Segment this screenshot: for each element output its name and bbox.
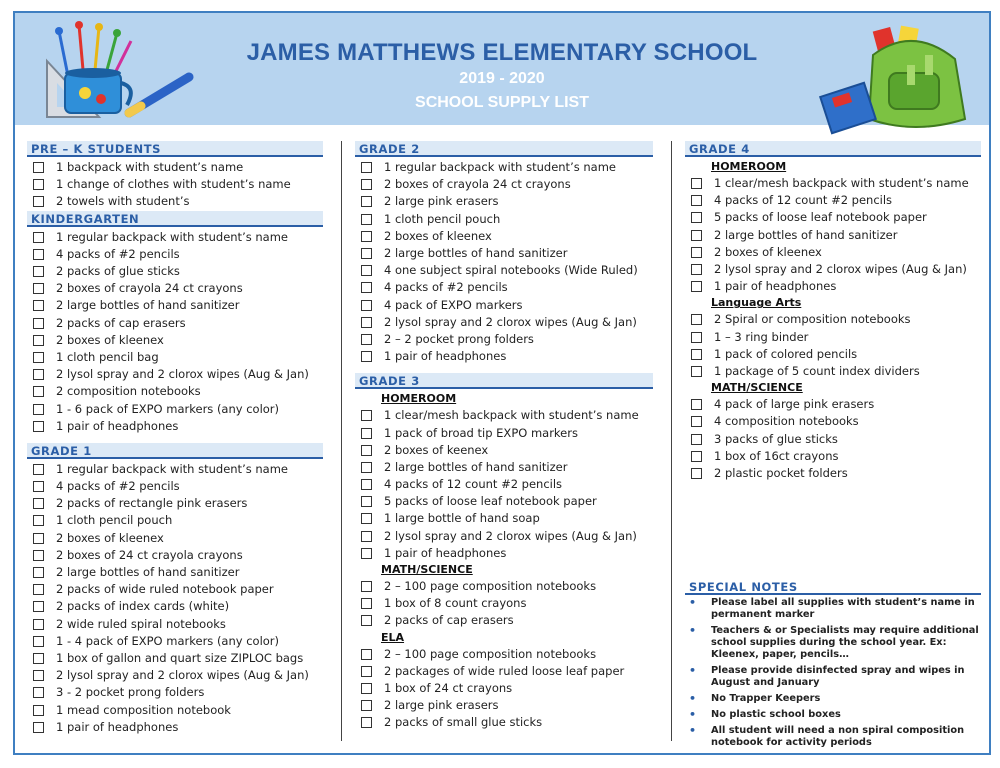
checkbox[interactable]	[361, 196, 372, 207]
supply-list-item	[27, 315, 323, 332]
supply-list-item	[355, 646, 653, 663]
checkbox[interactable]	[361, 615, 372, 626]
grade3-homeroom-list	[355, 407, 653, 562]
checkbox[interactable]	[33, 196, 44, 207]
supply-list-item	[27, 581, 323, 598]
supply-list-item	[685, 175, 981, 192]
checkbox[interactable]	[33, 335, 44, 346]
supply-item-label: 2 packs of cap erasers	[384, 613, 514, 628]
supply-list-item	[27, 684, 323, 701]
supply-list-item	[27, 547, 323, 564]
supply-list-page	[13, 11, 991, 755]
supply-list-item	[27, 667, 323, 684]
checkbox[interactable]	[33, 722, 44, 733]
checkbox[interactable]	[361, 445, 372, 456]
bullet-icon: •	[689, 596, 697, 609]
checkbox[interactable]	[33, 386, 44, 397]
supply-list-item	[355, 510, 653, 527]
supply-list-item	[685, 465, 981, 482]
checkbox[interactable]	[33, 369, 44, 380]
checkbox[interactable]	[33, 464, 44, 475]
supply-list-item	[355, 297, 653, 314]
supply-list-item	[27, 598, 323, 615]
supply-item-label: 4 composition notebooks	[714, 414, 859, 429]
checkbox[interactable]	[361, 334, 372, 345]
supply-list-item	[355, 476, 653, 493]
supply-item-label: 4 packs of 12 count #2 pencils	[384, 477, 563, 492]
checkbox[interactable]	[691, 314, 702, 325]
supply-list-item	[27, 193, 323, 210]
supply-list-item	[355, 193, 653, 210]
supply-list-item	[355, 493, 653, 510]
supply-item-label: 2 packs of cap erasers	[56, 315, 186, 330]
checkbox[interactable]	[691, 366, 702, 377]
checkbox[interactable]	[33, 550, 44, 561]
supply-item-label: 4 one subject spiral notebooks (Wide Ruled)	[384, 263, 638, 278]
supply-item-label: 2 packages of wide ruled loose leaf paper	[384, 663, 625, 678]
supply-list-item	[355, 245, 653, 262]
supply-list-item	[27, 366, 323, 383]
column-divider	[671, 141, 672, 741]
supply-item-label: 2 packs of small glue sticks	[384, 715, 543, 730]
checkbox[interactable]	[33, 619, 44, 630]
grade4-math-label: MATH/SCIENCE	[711, 381, 803, 395]
supply-item-label: 1 pair of headphones	[56, 719, 179, 734]
supply-item-label: 1 box of gallon and quart size ZIPLOC bags	[56, 650, 304, 665]
supply-list-item	[27, 461, 323, 478]
checkbox[interactable]	[361, 548, 372, 559]
header-banner	[15, 13, 989, 125]
checkbox[interactable]	[691, 178, 702, 189]
supply-item-label: 1 cloth pencil bag	[56, 349, 159, 364]
note-item	[685, 725, 981, 749]
checkbox[interactable]	[361, 598, 372, 609]
supply-list-item	[355, 545, 653, 562]
checkbox[interactable]	[33, 249, 44, 260]
supply-list-item	[355, 595, 653, 612]
checkbox[interactable]	[361, 513, 372, 524]
checkbox[interactable]	[33, 670, 44, 681]
supply-item-label: 2 packs of glue sticks	[56, 264, 180, 279]
supply-list-item	[685, 363, 981, 380]
supply-item-label: 2 towels with student’s	[56, 194, 190, 209]
supply-list-item	[685, 448, 981, 465]
checkbox[interactable]	[691, 434, 702, 445]
supply-item-label: 4 packs of #2 pencils	[56, 246, 180, 261]
supply-list-item	[685, 311, 981, 328]
supply-item-label: 1 pair of headphones	[384, 349, 507, 364]
supply-item-label: 4 packs of #2 pencils	[56, 479, 180, 494]
supply-list-item	[355, 407, 653, 424]
bullet-icon: •	[689, 664, 697, 677]
section-kindergarten-header: KINDERGARTEN	[27, 211, 323, 227]
supply-list-item	[685, 413, 981, 430]
supply-list-item	[27, 280, 323, 297]
checkbox[interactable]	[691, 247, 702, 258]
special-notes	[685, 579, 981, 753]
supply-item-label: 1 package of 5 count index dividers	[714, 363, 920, 378]
checkbox[interactable]	[691, 349, 702, 360]
supply-item-label: 1 regular backpack with student’s name	[56, 461, 288, 476]
checkbox[interactable]	[361, 531, 372, 542]
supply-item-label: 3 packs of glue sticks	[714, 431, 838, 446]
checkbox[interactable]	[691, 230, 702, 241]
supply-list-item	[685, 278, 981, 295]
note-text: Please label all supplies with student’s name in permanent marker	[711, 597, 975, 620]
notes-list	[685, 597, 981, 749]
grade3-ela-label: ELA	[381, 630, 405, 644]
supply-item-label: 1 clear/mesh backpack with student’s name	[384, 408, 639, 423]
column-3	[685, 141, 981, 748]
note-text: All student will need a non spiral composition notebook for activity periods	[711, 725, 965, 748]
checkbox[interactable]	[361, 282, 372, 293]
section-grade4-header: GRADE 4	[685, 141, 981, 157]
note-text: Please provide disinfected spray and wipes in August and January	[711, 665, 965, 688]
checkbox[interactable]	[33, 404, 44, 415]
checkbox[interactable]	[691, 212, 702, 223]
supply-item-label: 2 large pink erasers	[384, 194, 499, 209]
supply-list-item	[355, 714, 653, 731]
supply-list-item	[27, 229, 323, 246]
supply-item-label: 2 lysol spray and 2 clorox wipes (Aug & Jan)	[384, 314, 637, 329]
grade3-homeroom-label: HOMEROOM	[381, 392, 457, 406]
supply-item-label: 2 large bottles of hand sanitizer	[56, 565, 240, 580]
note-text: Teachers & or Specialists may require additional school supplies during the school year. Ex: Kleenex, paper, pencils…	[711, 625, 979, 660]
supply-item-label: 1 regular backpack with student’s name	[56, 229, 288, 244]
supply-item-label: 2 boxes of kleenex	[384, 228, 492, 243]
supply-list-item	[27, 400, 323, 417]
supply-list-item	[355, 211, 653, 228]
supply-item-label: 1 backpack with student’s name	[56, 160, 244, 175]
supply-item-label: 1 – 3 ring binder	[714, 329, 809, 344]
supply-item-label: 2 lysol spray and 2 clorox wipes (Aug & Jan)	[384, 528, 637, 543]
checkbox[interactable]	[361, 248, 372, 259]
checkbox[interactable]	[361, 649, 372, 660]
supply-list-item	[27, 616, 323, 633]
supply-item-label: 2 boxes of 24 ct crayola crayons	[56, 547, 243, 562]
checkbox[interactable]	[33, 567, 44, 578]
grade3-math-list	[355, 578, 653, 630]
supply-item-label: 2 large bottles of hand sanitizer	[384, 459, 568, 474]
kindergarten-list	[27, 229, 323, 435]
supply-list-item	[355, 348, 653, 365]
checkbox[interactable]	[33, 705, 44, 716]
supply-item-label: 5 packs of loose leaf notebook paper	[714, 210, 927, 225]
supply-item-label: 2 large bottles of hand sanitizer	[714, 227, 898, 242]
checkbox[interactable]	[691, 416, 702, 427]
supply-list-item	[27, 418, 323, 435]
column-1	[27, 141, 323, 736]
supply-list-item	[355, 331, 653, 348]
note-item	[685, 693, 981, 705]
grade2-list	[355, 159, 653, 365]
supply-item-label: 2 packs of index cards (white)	[56, 599, 230, 614]
supply-item-label: 5 packs of loose leaf notebook paper	[384, 494, 597, 509]
bullet-icon: •	[689, 692, 697, 705]
grade3-math-label: MATH/SCIENCE	[381, 562, 473, 576]
checkbox[interactable]	[33, 533, 44, 544]
supply-list-item	[685, 227, 981, 244]
supply-list-item	[27, 159, 323, 176]
supply-item-label: 1 box of 24 ct crayons	[384, 680, 513, 695]
supply-item-label: 2 boxes of kleenex	[56, 530, 164, 545]
supply-list-item	[355, 424, 653, 441]
supply-list-item	[685, 209, 981, 226]
supply-item-label: 1 - 6 pack of EXPO markers (any color)	[56, 401, 280, 416]
supply-item-label: 1 mead composition notebook	[56, 702, 231, 717]
grade4-homeroom-list	[685, 175, 981, 295]
checkbox[interactable]	[691, 451, 702, 462]
supply-item-label: 1 box of 16ct crayons	[714, 448, 839, 463]
supply-list-item	[685, 430, 981, 447]
checkbox[interactable]	[361, 462, 372, 473]
supply-item-label: 2 boxes of crayola 24 ct crayons	[56, 281, 243, 296]
supply-list-item	[685, 244, 981, 261]
checkbox[interactable]	[361, 683, 372, 694]
bullet-icon: •	[689, 724, 697, 737]
supply-item-label: 2 boxes of kleenex	[56, 332, 164, 347]
school-year: 2019 - 2020	[459, 70, 545, 87]
list-title: SCHOOL SUPPLY LIST	[415, 94, 589, 111]
checkbox[interactable]	[33, 318, 44, 329]
bullet-icon: •	[689, 624, 697, 637]
checkbox[interactable]	[33, 421, 44, 432]
checkbox[interactable]	[33, 300, 44, 311]
supply-list-item	[355, 442, 653, 459]
supply-list-item	[685, 329, 981, 346]
supply-list-item	[355, 228, 653, 245]
checkbox[interactable]	[33, 498, 44, 509]
checkbox[interactable]	[691, 281, 702, 292]
checkbox[interactable]	[691, 399, 702, 410]
supply-list-item	[27, 297, 323, 314]
supply-list-item	[355, 159, 653, 176]
supply-item-label: 2 – 100 page composition notebooks	[384, 579, 597, 594]
checkbox[interactable]	[33, 481, 44, 492]
supply-list-item	[685, 192, 981, 209]
checkbox[interactable]	[361, 700, 372, 711]
supply-item-label: 2 boxes of crayola 24 ct crayons	[384, 177, 571, 192]
checkbox[interactable]	[691, 332, 702, 343]
supply-item-label: 1 large bottle of hand soap	[384, 511, 540, 526]
note-item	[685, 625, 981, 661]
supply-item-label: 4 packs of #2 pencils	[384, 280, 508, 295]
checkbox[interactable]	[361, 717, 372, 728]
supply-list-item	[27, 246, 323, 263]
supply-item-label: 1 pack of colored pencils	[714, 346, 858, 361]
grade1-list	[27, 461, 323, 736]
checkbox[interactable]	[361, 179, 372, 190]
checkbox[interactable]	[361, 214, 372, 225]
checkbox[interactable]	[33, 687, 44, 698]
supply-item-label: 4 pack of large pink erasers	[714, 397, 875, 412]
grade4-la-list	[685, 311, 981, 380]
checkbox[interactable]	[33, 653, 44, 664]
supply-item-label: 2 plastic pocket folders	[714, 465, 848, 480]
supply-list-item	[355, 680, 653, 697]
supply-list-item	[27, 701, 323, 718]
column-divider	[341, 141, 342, 741]
supply-item-label: 1 - 4 pack of EXPO markers (any color)	[56, 633, 280, 648]
supply-list-item	[27, 495, 323, 512]
supply-list-item	[27, 530, 323, 547]
supply-list-item	[355, 176, 653, 193]
grade4-math-list	[685, 396, 981, 482]
checkbox[interactable]	[361, 231, 372, 242]
checkbox[interactable]	[361, 428, 372, 439]
note-item	[685, 597, 981, 621]
supply-item-label: 1 regular backpack with student’s name	[384, 160, 616, 175]
note-text: No plastic school boxes	[711, 709, 841, 720]
supply-list-item	[27, 564, 323, 581]
supply-list-item	[685, 346, 981, 363]
supply-list-item	[355, 262, 653, 279]
supply-list-item	[27, 349, 323, 366]
note-item	[685, 709, 981, 721]
supply-item-label: 1 pair of headphones	[384, 545, 507, 560]
checkbox[interactable]	[361, 666, 372, 677]
prek-list	[27, 159, 323, 211]
supply-item-label: 1 cloth pencil pouch	[384, 211, 501, 226]
supply-item-label: 1 pair of headphones	[56, 418, 179, 433]
grade4-la-label: Language Arts	[711, 296, 802, 310]
grade4-homeroom-label: HOMEROOM	[711, 160, 787, 173]
checkbox[interactable]	[33, 352, 44, 363]
column-2	[355, 141, 653, 731]
supply-item-label: 2 boxes of kleenex	[714, 244, 822, 259]
checkbox[interactable]	[33, 179, 44, 190]
supply-item-label: 2 lysol spray and 2 clorox wipes (Aug & Jan)	[56, 668, 309, 683]
checkbox[interactable]	[33, 266, 44, 277]
supply-item-label: 4 packs of 12 count #2 pencils	[714, 193, 893, 208]
checkbox[interactable]	[33, 283, 44, 294]
supply-list-item	[27, 650, 323, 667]
supply-list-item	[355, 528, 653, 545]
checkbox[interactable]	[33, 515, 44, 526]
supply-list-item	[27, 263, 323, 280]
checkbox[interactable]	[361, 581, 372, 592]
supply-list-item	[27, 512, 323, 529]
checkbox[interactable]	[361, 479, 372, 490]
supply-item-label: 1 pack of broad tip EXPO markers	[384, 425, 578, 440]
checkbox[interactable]	[361, 265, 372, 276]
supply-item-label: 2 wide ruled spiral notebooks	[56, 616, 226, 631]
supply-item-label: 3 - 2 pocket prong folders	[56, 685, 205, 700]
checkbox[interactable]	[361, 162, 372, 173]
supply-item-label: 4 pack of EXPO markers	[384, 297, 523, 312]
supply-item-label: 2 packs of wide ruled notebook paper	[56, 582, 274, 597]
supply-item-label: 2 large pink erasers	[384, 698, 499, 713]
bullet-icon: •	[689, 708, 697, 721]
supply-list-item	[355, 612, 653, 629]
section-grade3-header: GRADE 3	[355, 373, 653, 389]
note-text: No Trapper Keepers	[711, 693, 821, 704]
supply-item-label: 2 large bottles of hand sanitizer	[56, 298, 240, 313]
supply-item-label: 1 change of clothes with student’s name	[56, 177, 291, 192]
supply-list-item	[355, 578, 653, 595]
note-item	[685, 665, 981, 689]
supply-list-item	[27, 478, 323, 495]
checkbox[interactable]	[33, 636, 44, 647]
checkbox[interactable]	[361, 410, 372, 421]
supply-list-item	[355, 697, 653, 714]
supply-list-item	[27, 383, 323, 400]
section-notes-header: SPECIAL NOTES	[685, 579, 981, 595]
supply-item-label: 2 large bottles of hand sanitizer	[384, 246, 568, 261]
section-grade2-header: GRADE 2	[355, 141, 653, 157]
supply-list-item	[685, 261, 981, 278]
checkbox[interactable]	[691, 468, 702, 479]
supply-item-label: 2 composition notebooks	[56, 384, 201, 399]
section-prek-header: PRE – K STUDENTS	[27, 141, 323, 157]
supply-item-label: 2 – 100 page composition notebooks	[384, 646, 597, 661]
grade3-ela-list	[355, 646, 653, 732]
supply-list-item	[27, 633, 323, 650]
checkbox[interactable]	[361, 300, 372, 311]
checkbox[interactable]	[361, 317, 372, 328]
supply-list-item	[685, 396, 981, 413]
checkbox[interactable]	[361, 351, 372, 362]
supply-item-label: 1 box of 8 count crayons	[384, 596, 527, 611]
supply-list-item	[355, 279, 653, 296]
supply-list-item	[27, 719, 323, 736]
supply-list-item	[27, 332, 323, 349]
supply-item-label: 2 – 2 pocket prong folders	[384, 331, 534, 346]
supply-item-label: 1 cloth pencil pouch	[56, 513, 173, 528]
supply-list-item	[355, 459, 653, 476]
supply-item-label: 1 clear/mesh backpack with student’s name	[714, 176, 969, 191]
checkbox[interactable]	[691, 264, 702, 275]
checkbox[interactable]	[33, 601, 44, 612]
checkbox[interactable]	[361, 496, 372, 507]
checkbox[interactable]	[33, 584, 44, 595]
supply-item-label: 2 Spiral or composition notebooks	[714, 312, 911, 327]
supply-list-item	[27, 176, 323, 193]
checkbox[interactable]	[33, 162, 44, 173]
checkbox[interactable]	[691, 195, 702, 206]
school-name: JAMES MATTHEWS ELEMENTARY SCHOOL	[246, 39, 758, 66]
supply-item-label: 2 lysol spray and 2 clorox wipes (Aug & Jan)	[56, 367, 309, 382]
section-grade1-header: GRADE 1	[27, 443, 323, 459]
checkbox[interactable]	[33, 232, 44, 243]
supply-item-label: 2 lysol spray and 2 clorox wipes (Aug & Jan)	[714, 262, 967, 277]
supply-item-label: 1 pair of headphones	[714, 279, 837, 294]
supply-list-item	[355, 663, 653, 680]
supply-list-item	[355, 314, 653, 331]
supply-item-label: 2 boxes of keenex	[384, 442, 489, 457]
supply-item-label: 2 packs of rectangle pink erasers	[56, 496, 248, 511]
